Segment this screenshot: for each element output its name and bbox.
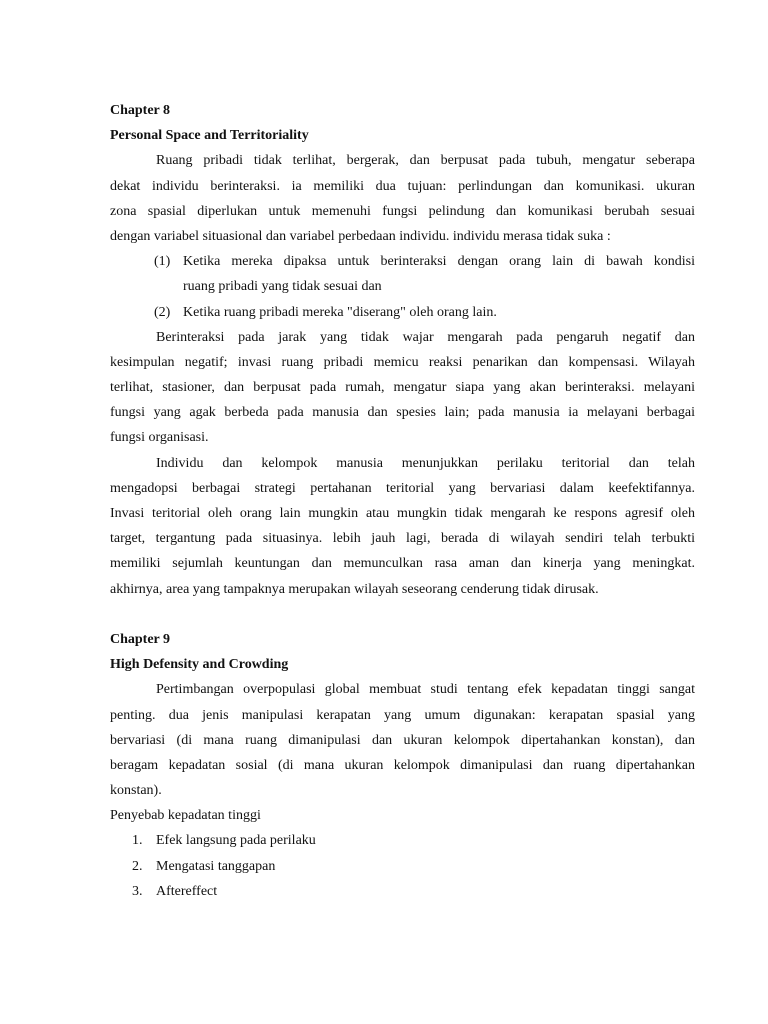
paragraph-line: target, tergantung pada situasinya. lebih jauh lagi, berada di wilayah sendiri telah terbukti xyxy=(110,531,695,547)
list-item xyxy=(110,854,695,879)
list-item-continuation: ruang pribadi yang tidak sesuai dan xyxy=(183,279,382,295)
paragraph-line: Ruang pribadi tidak terlihat, bergerak, dan berpusat pada tubuh, mengatur seberapa xyxy=(156,153,695,169)
list-marker: (1) xyxy=(154,254,171,270)
chapter-9-paragraph-1 xyxy=(110,677,695,803)
list-item xyxy=(110,300,695,325)
paragraph-line: kesimpulan negatif; invasi ruang pribadi memicu reaksi penarikan dan kompensasi. Wilayah xyxy=(110,354,695,370)
chapter-8-paragraph-1 xyxy=(110,148,695,249)
list-item-text: Ketika mereka dipaksa untuk berinteraksi dengan orang lain di bawah kondisi xyxy=(183,254,695,270)
paragraph-line: Berinteraksi pada jarak yang tidak wajar mengarah pada pengaruh negatif dan xyxy=(156,329,695,345)
list-marker: 2. xyxy=(132,858,143,874)
chapter-8-title: Personal Space and Territoriality xyxy=(110,128,309,144)
list-item-text: Ketika ruang pribadi mereka "diserang" oleh orang lain. xyxy=(183,304,497,320)
paragraph-line: fungsi organisasi. xyxy=(110,430,209,446)
list-marker: 3. xyxy=(132,883,143,899)
list-marker: 1. xyxy=(132,833,143,849)
chapter-8-paragraph-3 xyxy=(110,451,695,602)
paragraph-line: dengan variabel situasional dan variabel perbedaan individu. individu merasa tidak suka : xyxy=(110,228,611,244)
chapter-9-title: High Defensity and Crowding xyxy=(110,657,289,673)
causes-label: Penyebab kepadatan tinggi xyxy=(110,808,261,824)
chapter-9-label: Chapter 9 xyxy=(110,631,171,647)
paragraph-line: konstan). xyxy=(110,783,162,799)
paragraph-line: Invasi teritorial oleh orang lain mungkin atau mungkin tidak mengarah ke respons agresif oleh xyxy=(110,506,695,521)
paragraph-line: beragam kepadatan sosial (di mana ukuran kelompok dimanipulasi dan ruang dipertahankan xyxy=(110,757,695,773)
chapter-8-paragraph-2 xyxy=(110,325,695,451)
chapter-8-label: Chapter 8 xyxy=(110,103,171,118)
list-item xyxy=(110,828,695,853)
list-item xyxy=(110,249,695,274)
section-gap xyxy=(110,602,695,627)
paragraph-line: dekat individu berinteraksi. ia memiliki dua tujuan: perlindungan dan komunikasi. ukuran xyxy=(110,178,695,194)
paragraph-line: zona spasial diperlukan untuk memenuhi fungsi pelindung dan komunikasi berubah sesuai xyxy=(110,203,695,219)
chapter-8-list xyxy=(110,249,695,325)
paragraph-line: penting. dua jenis manipulasi kerapatan yang umum digunakan: kerapatan spasial yang xyxy=(110,707,695,723)
list-item-text: Aftereffect xyxy=(156,883,218,899)
paragraph-line: mengadopsi berbagai strategi pertahanan teritorial yang bervariasi dalam keefektifannya. xyxy=(110,480,695,496)
list-item xyxy=(110,879,695,904)
list-marker: (2) xyxy=(154,304,171,320)
list-item-text: Efek langsung pada perilaku xyxy=(156,833,316,849)
paragraph-line: memiliki sejumlah keuntungan dan memunculkan rasa aman dan kinerja yang meningkat. xyxy=(110,556,695,572)
list-item-text: Mengatasi tanggapan xyxy=(156,858,276,874)
paragraph-line: terlihat, stasioner, dan berpusat pada rumah, mengatur siapa yang akan berinteraksi. melayani xyxy=(110,380,695,396)
document-page xyxy=(110,98,695,904)
paragraph-line: Individu dan kelompok manusia menunjukkan perilaku teritorial dan telah xyxy=(156,455,695,471)
paragraph-line: fungsi yang agak berbeda pada manusia dan spesies lain; pada manusia ia melayani berbagai xyxy=(110,405,695,421)
paragraph-line: bervariasi (di mana ruang dimanipulasi dan ukuran kelompok dipertahankan konstan), dan xyxy=(110,732,695,748)
paragraph-line: Pertimbangan overpopulasi global membuat studi tentang efek kepadatan tinggi sangat xyxy=(156,682,695,698)
paragraph-line: akhirnya, area yang tampaknya merupakan wilayah seseorang cenderung tidak dirusak. xyxy=(110,581,599,597)
causes-list xyxy=(110,828,695,904)
